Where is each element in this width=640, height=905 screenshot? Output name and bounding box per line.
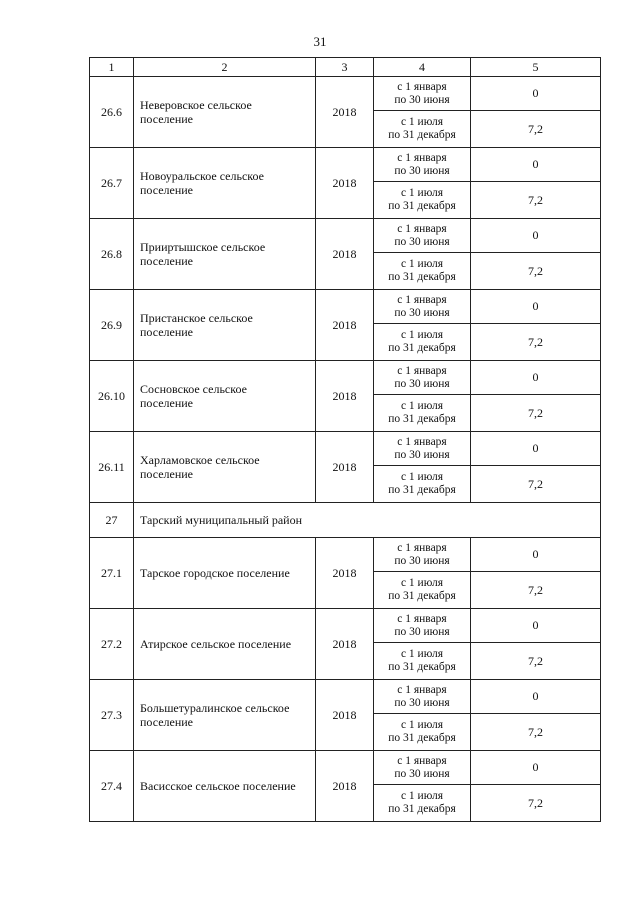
- year-cell: 2018: [316, 219, 374, 290]
- period-line: с 1 января: [397, 683, 447, 696]
- column-header: 2: [134, 58, 316, 77]
- rate-cell: 7,2: [471, 395, 601, 432]
- period-line: с 1 января: [397, 80, 447, 93]
- year-cell: 2018: [316, 361, 374, 432]
- period-cell: [374, 361, 471, 395]
- table-row: [90, 219, 601, 253]
- period-cell: [374, 395, 471, 432]
- period-line: по 31 декабря: [388, 271, 456, 283]
- period-line: с 1 января: [397, 364, 447, 377]
- period-line: по 30 июня: [394, 235, 450, 248]
- row-number: 26.11: [90, 432, 134, 503]
- settlement-name: [134, 609, 316, 680]
- settlement-name-line: Новоуральское сельское: [140, 169, 264, 183]
- period-line: с 1 июля: [400, 471, 444, 483]
- year-cell: 2018: [316, 609, 374, 680]
- rate-cell: 7,2: [471, 466, 601, 503]
- period-line: по 31 декабря: [388, 200, 456, 212]
- row-number: 26.9: [90, 290, 134, 361]
- period-line: по 31 декабря: [388, 732, 456, 744]
- column-number-row: [90, 58, 601, 77]
- period-line: по 30 июня: [394, 448, 450, 461]
- table-body: [90, 58, 601, 822]
- period-cell: [374, 148, 471, 182]
- period-cell: [374, 324, 471, 361]
- settlement-name-line: Васисское сельское поселение: [140, 779, 296, 793]
- settlement-name: [134, 680, 316, 751]
- period-line: с 1 июля: [400, 329, 444, 341]
- period-line: с 1 июля: [400, 719, 444, 731]
- period-line: по 30 июня: [394, 696, 450, 709]
- settlement-name-line: поселение: [140, 183, 194, 197]
- settlement-name: [134, 432, 316, 503]
- period-line: с 1 января: [397, 541, 447, 554]
- year-cell: 2018: [316, 538, 374, 609]
- settlement-name-line: поселение: [140, 715, 194, 729]
- period-cell: [374, 77, 471, 111]
- settlement-name-line: Прииртышское сельское: [140, 240, 266, 254]
- rate-cell: 7,2: [471, 785, 601, 822]
- page-number: 31: [313, 34, 327, 49]
- settlement-name: [134, 751, 316, 822]
- period-line: по 31 декабря: [388, 661, 456, 673]
- period-line: по 31 декабря: [388, 342, 456, 354]
- period-line: по 30 июня: [394, 625, 450, 638]
- row-number: 27.2: [90, 609, 134, 680]
- district-name: [134, 503, 601, 538]
- period-line: с 1 июля: [400, 648, 444, 660]
- settlement-name-line: поселение: [140, 396, 194, 410]
- period-line: с 1 января: [397, 612, 447, 625]
- column-header: 4: [374, 58, 471, 77]
- period-line: по 31 декабря: [388, 129, 456, 141]
- period-line: с 1 января: [397, 754, 447, 767]
- period-cell: [374, 182, 471, 219]
- rate-cell: 7,2: [471, 572, 601, 609]
- row-number: 27: [90, 503, 134, 538]
- row-number: 26.10: [90, 361, 134, 432]
- table-row: [90, 680, 601, 714]
- year-cell: 2018: [316, 432, 374, 503]
- year-cell: 2018: [316, 290, 374, 361]
- period-line: по 30 июня: [394, 164, 450, 177]
- settlement-name: [134, 219, 316, 290]
- rate-cell: 7,2: [471, 643, 601, 680]
- rate-cell: 0: [471, 680, 601, 714]
- period-line: с 1 января: [397, 151, 447, 164]
- period-line: с 1 июля: [400, 790, 444, 802]
- column-header: 5: [471, 58, 601, 77]
- column-header: 1: [90, 58, 134, 77]
- tariff-table: [89, 57, 601, 822]
- rate-cell: 0: [471, 77, 601, 111]
- rate-cell: 0: [471, 538, 601, 572]
- period-cell: [374, 466, 471, 503]
- rate-cell: 7,2: [471, 253, 601, 290]
- row-number: 26.6: [90, 77, 134, 148]
- period-line: по 30 июня: [394, 767, 450, 780]
- period-cell: [374, 432, 471, 466]
- row-number: 27.4: [90, 751, 134, 822]
- row-number: 27.3: [90, 680, 134, 751]
- period-cell: [374, 609, 471, 643]
- period-line: по 31 декабря: [388, 484, 456, 496]
- rate-cell: 0: [471, 609, 601, 643]
- period-line: с 1 января: [397, 435, 447, 448]
- table-row: [90, 538, 601, 572]
- settlement-name: [134, 538, 316, 609]
- period-cell: [374, 643, 471, 680]
- table-row: [90, 148, 601, 182]
- table-row: [90, 609, 601, 643]
- period-line: по 31 декабря: [388, 413, 456, 425]
- period-cell: [374, 714, 471, 751]
- table-row: [90, 77, 601, 111]
- period-cell: [374, 538, 471, 572]
- rate-cell: 7,2: [471, 111, 601, 148]
- row-number: 27.1: [90, 538, 134, 609]
- period-line: по 30 июня: [394, 306, 450, 319]
- row-number: 26.8: [90, 219, 134, 290]
- district-row: [90, 503, 601, 538]
- year-cell: 2018: [316, 148, 374, 219]
- settlement-name-line: поселение: [140, 254, 194, 268]
- table-row: [90, 432, 601, 466]
- period-line: по 30 июня: [394, 93, 450, 106]
- period-line: по 30 июня: [394, 554, 450, 567]
- settlement-name: [134, 290, 316, 361]
- settlement-name: [134, 148, 316, 219]
- period-cell: [374, 219, 471, 253]
- period-line: с 1 июля: [400, 187, 444, 199]
- period-cell: [374, 751, 471, 785]
- settlement-name-line: Тарское городское поселение: [140, 566, 290, 580]
- year-cell: 2018: [316, 680, 374, 751]
- settlement-name-line: поселение: [140, 467, 194, 481]
- period-line: с 1 июля: [400, 400, 444, 412]
- period-line: по 31 декабря: [388, 590, 456, 602]
- year-cell: 2018: [316, 751, 374, 822]
- period-cell: [374, 572, 471, 609]
- settlement-name: [134, 77, 316, 148]
- rate-cell: 0: [471, 361, 601, 395]
- table-row: [90, 361, 601, 395]
- settlement-name-line: Неверовское сельское: [140, 98, 252, 112]
- settlement-name: [134, 361, 316, 432]
- rate-cell: 0: [471, 751, 601, 785]
- period-line: по 30 июня: [394, 377, 450, 390]
- table-row: [90, 751, 601, 785]
- rate-cell: 0: [471, 219, 601, 253]
- settlement-name-line: Сосновское сельское: [140, 382, 247, 396]
- settlement-name-line: Большетуралинское сельское: [140, 701, 290, 715]
- period-cell: [374, 680, 471, 714]
- settlement-name-line: поселение: [140, 112, 194, 126]
- period-line: с 1 июля: [400, 577, 444, 589]
- period-cell: [374, 111, 471, 148]
- settlement-name-line: Атирское сельское поселение: [140, 637, 292, 651]
- period-cell: [374, 785, 471, 822]
- period-line: с 1 июля: [400, 116, 444, 128]
- rate-cell: 7,2: [471, 324, 601, 361]
- period-line: по 31 декабря: [388, 803, 456, 815]
- column-header: 3: [316, 58, 374, 77]
- rate-cell: 7,2: [471, 714, 601, 751]
- row-number: 26.7: [90, 148, 134, 219]
- rate-cell: 7,2: [471, 182, 601, 219]
- settlement-name-line: поселение: [140, 325, 194, 339]
- rate-cell: 0: [471, 432, 601, 466]
- period-line: с 1 января: [397, 293, 447, 306]
- table-row: [90, 290, 601, 324]
- period-cell: [374, 290, 471, 324]
- settlement-name-line: Пристанское сельское: [140, 311, 253, 325]
- rate-cell: 0: [471, 148, 601, 182]
- district-name-line: Тарский муниципальный район: [140, 512, 303, 527]
- year-cell: 2018: [316, 77, 374, 148]
- rate-cell: 0: [471, 290, 601, 324]
- period-line: с 1 июля: [400, 258, 444, 270]
- period-line: с 1 января: [397, 222, 447, 235]
- settlement-name-line: Харламовское сельское: [140, 453, 260, 467]
- period-cell: [374, 253, 471, 290]
